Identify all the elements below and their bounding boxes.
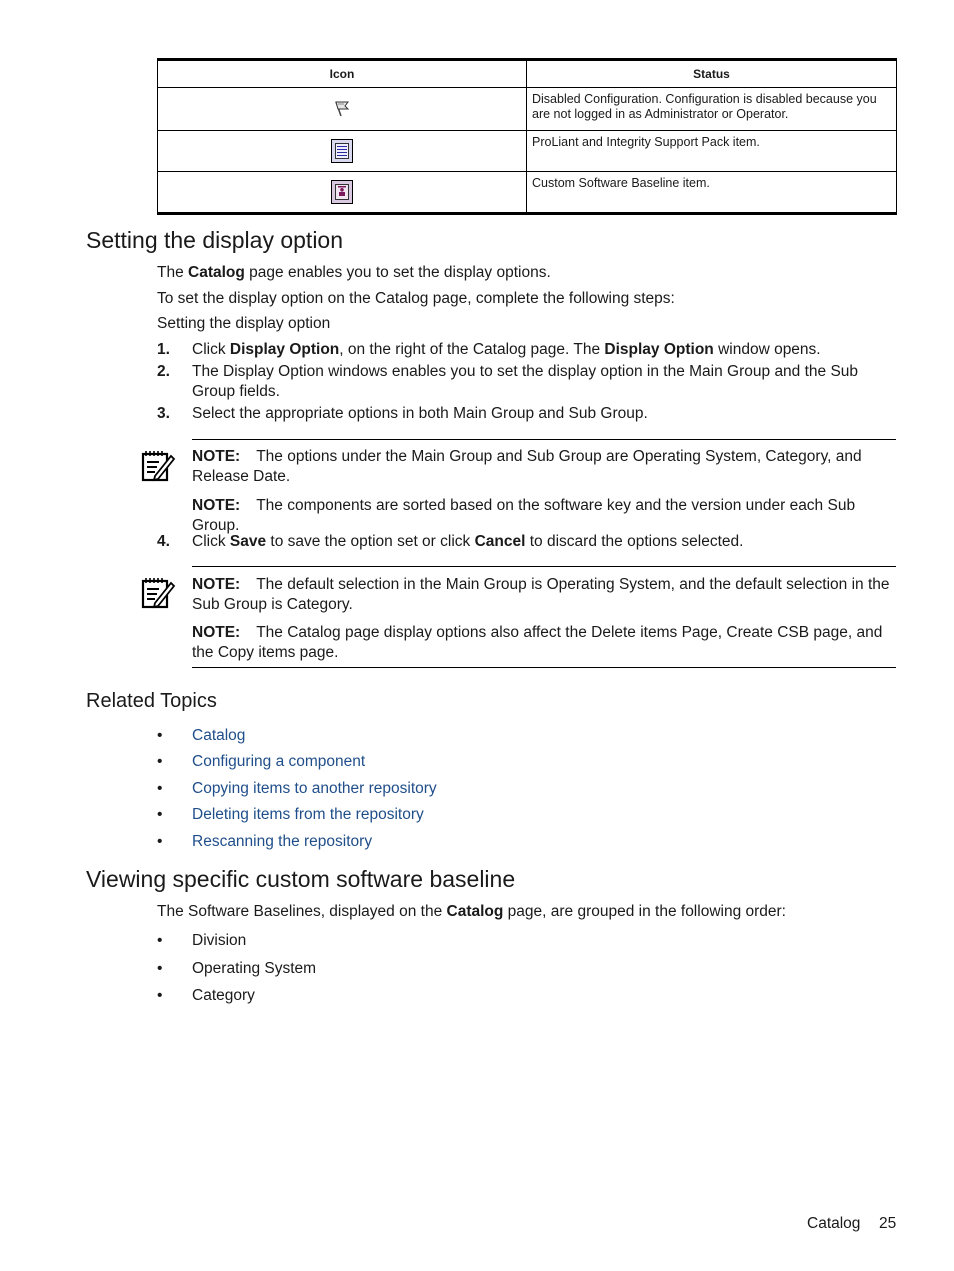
table-row [158,131,897,172]
note-divider [192,667,896,668]
section-title: Setting the display option [86,227,344,253]
section-title: Viewing specific custom software baseline [86,866,516,892]
link-deleting-items[interactable]: Deleting items from the repository [192,806,424,823]
table-row [158,172,897,214]
note-divider [192,439,896,440]
footer-section: Catalog [807,1215,861,1232]
table-row [158,88,897,131]
step-item: 1. Click Display Option, on the right of the Catalog page. The Display Option window opens. [157,341,821,358]
flag-icon [332,98,352,118]
step-item: 3. Select the appropriate options in both Main Group and Sub Group. [157,405,648,422]
custom-baseline-icon [331,180,353,204]
note-text: NOTE: The default selection in the Main Group is Operating System, and the default selection in the Sub Group is Category. [192,576,890,613]
note-icon [140,575,176,611]
note-text: NOTE: The components are sorted based on the software key and the version under each Sub Group. [192,497,856,534]
table-header-status: Status [527,60,897,88]
paragraph: To set the display option on the Catalog page, complete the following steps: [157,290,675,307]
status-text: Disabled Configuration. Configuration is disabled because you are not logged in as Administrator or Operator. [527,88,897,131]
link-configuring-component[interactable]: Configuring a component [192,753,366,770]
note-text: NOTE: The options under the Main Group and Sub Group are Operating System, Category, and Release Date. [192,448,862,485]
note-icon [140,448,176,484]
support-pack-icon [331,139,353,163]
note-divider [192,566,896,567]
link-copying-items[interactable]: Copying items to another repository [192,780,437,797]
step-item: 2. The Display Option windows enables you to set the display option in the Main Group and the Sub Group fields. [157,363,859,400]
link-rescanning[interactable]: Rescanning the repository [192,833,373,850]
icon-status-table [157,58,897,215]
intro-paragraph: The Catalog page enables you to set the display options. [157,264,551,281]
note-text: NOTE: The Catalog page display options also affect the Delete items Page, Create CSB page, and the Copy items page. [192,624,883,661]
related-topics-title: Related Topics [86,690,217,712]
paragraph: Setting the display option [157,315,331,332]
status-text: ProLiant and Integrity Support Pack item. [527,131,897,172]
status-text: Custom Software Baseline item. [527,172,897,214]
table-header-icon: Icon [158,60,527,88]
page-number: 25 [879,1215,897,1232]
step-item: 4. Click Save to save the option set or click Cancel to discard the options selected. [157,533,744,550]
intro-paragraph: The Software Baselines, displayed on the Catalog page, are grouped in the following order: [157,903,786,920]
link-catalog[interactable]: Catalog [192,727,246,744]
